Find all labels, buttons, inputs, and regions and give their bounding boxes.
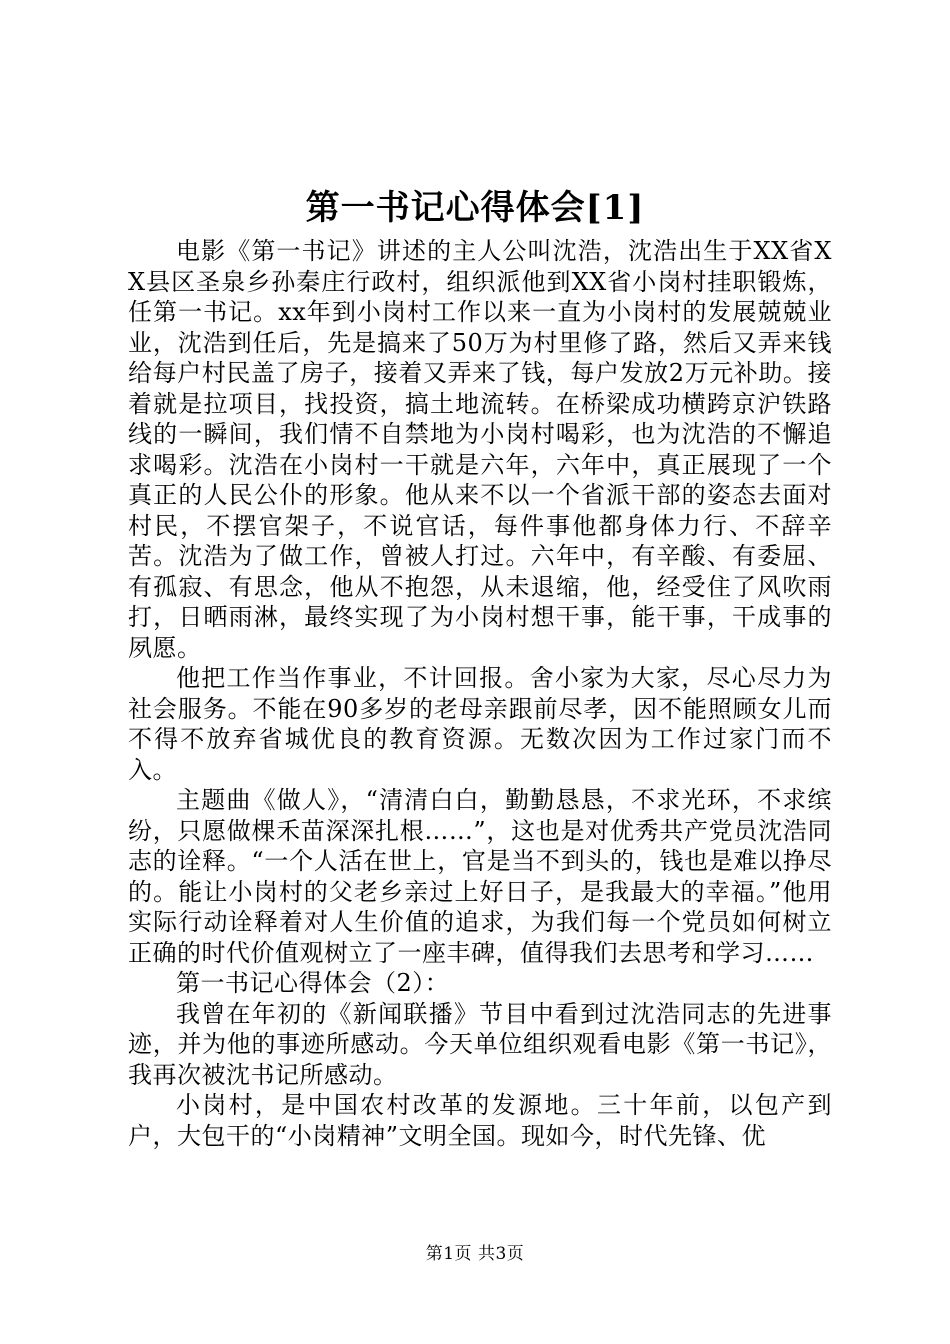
section-heading: 第一书记心得体会（2）： [176,969,450,997]
paragraph: 电影《第一书记》讲述的主人公叫沈浩，沈浩出生于XX省XX县区圣泉乡孙秦庄行政村，组织派他到XX省小岗村挂职锻炼，任第一书记。xx年到小岗村工作以来一直为小岗村的发展兢兢业业，沈浩到任后，先是搞来了50万为村里修了路，然后又弄来钱给每户村民盖了房子，接着又弄来了钱，每户发放2万元补助。接着就是拉项目，找投资，搞土地流转。在桥梁成功横跨京沪铁路线的一瞬间，我们情不自禁地为小岗村喝彩，也为沈浩的不懈追求喝彩。沈浩在小岗村一干就是六年，六年中，真正展现了一个真正的人民公仆的形象。他从来不以一个省派干部的姿态去面对村民，不摆官架子，不说官话，每件事他都身体力行、不辞辛苦。沈浩为了做工作，曾被人打过。六年中，有辛酸、有委屈、有孤寂、有思念，他从不抱怨，从未退缩，他，经受住了风吹雨打，日晒雨淋，最终实现了为小岗村想干事，能干事，干成事的夙愿。 [128,237,832,662]
paragraph: 我曾在年初的《新闻联播》节目中看到过沈浩同志的先进事迹，并为他的事迹所感动。今天单位组织观看电影《第一书记》，我再次被沈书记所感动。 [128,999,832,1089]
paragraph: 他把工作当作事业，不计回报。舍小家为大家，尽心尽力为社会服务。不能在90多岁的老母亲跟前尽孝，因不能照顾女儿而不得不放弃省城优良的教育资源。无数次因为工作过家门而不入。 [128,664,832,784]
document-title: 第一书记心得体会[1] [305,188,645,228]
paragraph: 小岗村，是中国农村改革的发源地。三十年前，以包产到户，大包干的“小岗精神”文明全国。现如今，时代先锋、优 [128,1091,832,1150]
paragraph: 主题曲《做人》，“清清白白，勤勤恳恳，不求光环，不求缤纷，只愿做棵禾苗深深扎根……”，这也是对优秀共产党员沈浩同志的诠释。“一个人活在世上，官是当不到头的，钱也是难以挣尽的。能让小岗村的父老乡亲过上好日子，是我最大的幸福。”他用实际行动诠释着对人生价值的追求，为我们每一个党员如何树立正确的时代价值观树立了一座丰碑，值得我们去思考和学习…… [128,786,832,967]
document-body [128,236,832,1151]
page-number-footer: 第1页 共3页 [425,1244,525,1264]
